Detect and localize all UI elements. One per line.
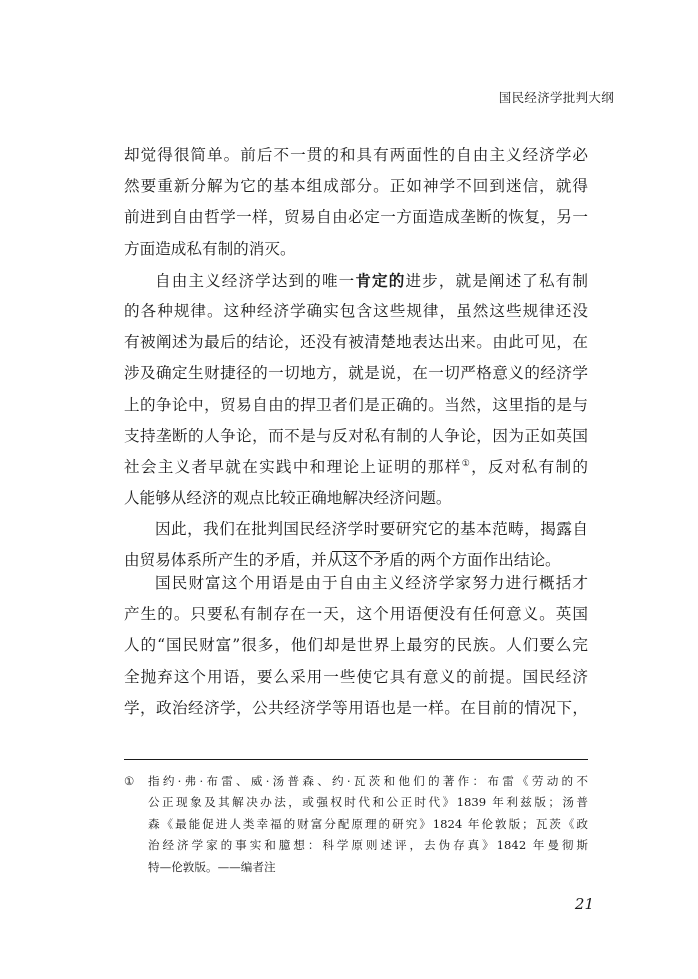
body-text-section-1 xyxy=(124,140,588,577)
text-line: 国民财富这个用语是由于自由主义经济学家努力进行概括才 xyxy=(155,574,588,592)
footnote-marker: ① xyxy=(124,774,135,788)
text-line: 却觉得很简单。前后不一贯的和具有两面性的自由主义经济学必 xyxy=(124,146,588,164)
footnote-body xyxy=(148,771,588,878)
text-span: 进步，就是阐述了私有制 xyxy=(405,271,588,290)
text-line: 方面造成私有制的消灭。 xyxy=(124,239,296,258)
footnote-line: 特—伦敦版。——编者注 xyxy=(148,859,276,874)
footnote-reference[interactable]: ① xyxy=(461,458,472,469)
text-line-with-footnote-ref xyxy=(124,452,588,483)
emphasized-text: 肯定的 xyxy=(355,270,406,290)
page-number: 21 xyxy=(574,895,594,913)
paragraph-2-first-line xyxy=(124,265,588,296)
footnote-line: 指约·弗·布雷、威·汤普森、约·瓦茨和他们的著作：布雷《劳动的不 xyxy=(148,774,588,788)
footnote-rule xyxy=(124,759,588,760)
text-line: 由贸易体系所产生的矛盾，并从这个矛盾的两个方面作出结论。 xyxy=(124,551,561,570)
text-line: 全抛弃这个用语，要么采用一些使它具有意义的前提。国民经济 xyxy=(124,667,588,686)
text-span: ，反对私有制的 xyxy=(471,457,588,476)
text-line: 人能够从经济的观点比较正确地解决经济问题。 xyxy=(124,489,452,508)
body-text-section-2 xyxy=(124,568,588,724)
footnote-line: 治经济学家的事实和臆想：科学原则述评，去伪存真》1842 年曼彻斯 xyxy=(148,838,588,853)
footnote-line: 森《最能促进人类幸福的财富分配原理的研究》1824 年伦敦版；瓦茨《政 xyxy=(148,816,588,831)
text-line: 涉及确定生财捷径的一切地方，就是说，在一切严格意义的经济学 xyxy=(124,364,588,383)
text-line: 前进到自由哲学一样，贸易自由必定一方面造成垄断的恢复，另一 xyxy=(124,208,588,227)
text-line: 然要重新分解为它的基本组成部分。正如神学不回到迷信，就得 xyxy=(124,177,588,196)
text-span: 社会主义者早就在实践中和理论上证明的那样 xyxy=(124,457,462,476)
text-line: 产生的。只要私有制存在一天，这个用语便没有任何意义。英国 xyxy=(124,605,588,624)
text-line: 人的“国民财富”很多，他们却是世界上最穷的民族。人们要么完 xyxy=(124,636,588,655)
text-span: 自由主义经济学达到的唯一 xyxy=(155,271,356,290)
text-line: 因此，我们在批判国民经济学时要研究它的基本范畴，揭露自 xyxy=(155,520,588,539)
text-line: 学，政治经济学，公共经济学等用语也是一样。在目前的情况下， xyxy=(124,698,588,717)
text-line: 上的争论中，贸易自由的捍卫者们是正确的。当然，这里指的是与 xyxy=(124,395,588,414)
running-header: 国民经济学批判大纲 xyxy=(498,90,614,105)
text-line: 的各种规律。这种经济学确实包含这些规律，虽然这些规律还没 xyxy=(124,301,588,320)
text-line: 有被阐述为最后的结论，还没有被清楚地表达出来。由此可见，在 xyxy=(124,333,588,352)
footnote-line: 公正现象及其解决办法，或强权时代和公正时代》1839 年利兹版；汤普 xyxy=(148,795,588,810)
section-divider xyxy=(332,551,380,552)
text-line: 支持垄断的人争论，而不是与反对私有制的人争论，因为正如英国 xyxy=(124,426,588,445)
footnote xyxy=(124,771,588,878)
